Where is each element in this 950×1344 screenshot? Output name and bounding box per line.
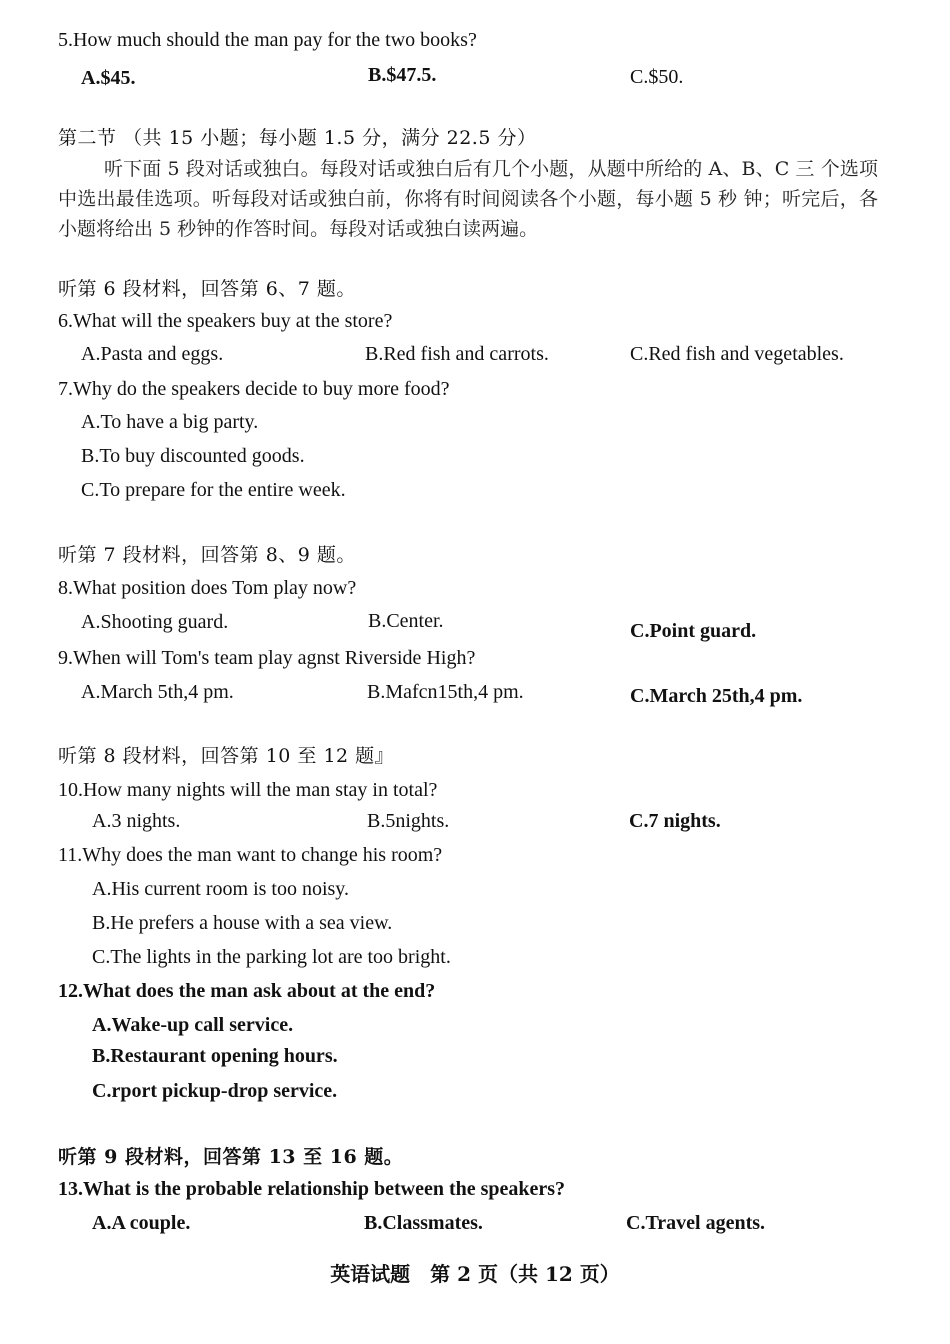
q7-option-a: A.To have a big party.	[81, 411, 259, 433]
section2-heading: 第二节 （共 15 小题；每小题 1.5 分，满分 22.5 分）	[58, 127, 537, 149]
q9-option-b: B.Mafcn15th,4 pm.	[367, 681, 524, 703]
q10-option-b: B.5nights.	[367, 810, 450, 832]
section2-instruction: 听下面 5 段对话或独白。每段对话或独白后有几个小题，从题中所给的 A、B、C 三 个选项中选出最佳选项。听每段对话或独白前，你将有时间阅读各个小题，每小题 5 秒 钟；听完后，各小题将给出 5 秒钟的作答时间。每段对话或独白读两遍。	[58, 158, 878, 240]
q10-option-c: C.7 nights.	[629, 810, 721, 832]
q7-stem: 7.Why do the speakers decide to buy more food?	[58, 378, 450, 400]
part8-heading: 听第 8 段材料，回答第 10 至 12 题』	[58, 745, 395, 767]
q8-option-a: A.Shooting guard.	[81, 611, 229, 633]
q13-stem: 13.What is the probable relationship between the speakers?	[58, 1178, 566, 1200]
q12-option-b: B.Restaurant opening hours.	[92, 1045, 338, 1067]
q6-option-c: C.Red fish and vegetables.	[630, 343, 844, 365]
q13-option-c: C.Travel agents.	[626, 1212, 766, 1234]
q6-option-a: A.Pasta and eggs.	[81, 343, 224, 365]
q5-option-a: A.$45.	[81, 67, 136, 89]
q11-option-c: C.The lights in the parking lot are too bright.	[92, 946, 451, 968]
q10-stem: 10.How many nights will the man stay in total?	[58, 779, 438, 801]
q12-option-c: C.rport pickup-drop service.	[92, 1080, 338, 1102]
q9-option-a: A.March 5th,4 pm.	[81, 681, 234, 703]
part9-heading: 听第 9 段材料，回答第 13 至 16 题。	[58, 1146, 404, 1168]
q11-option-a: A.His current room is too noisy.	[92, 878, 350, 900]
q13-option-a: A.A couple.	[92, 1212, 191, 1234]
q7-option-b: B.To buy discounted goods.	[81, 445, 305, 467]
q10-option-a: A.3 nights.	[92, 810, 181, 832]
part6-heading: 听第 6 段材料，回答第 6、7 题。	[58, 278, 356, 300]
q5-stem: 5.How much should the man pay for the two books?	[58, 29, 477, 51]
q6-option-b: B.Red fish and carrots.	[365, 343, 549, 365]
part7-heading: 听第 7 段材料，回答第 8、9 题。	[58, 544, 356, 566]
q8-option-c: C.Point guard.	[630, 620, 757, 642]
q9-stem: 9.When will Tom's team play agnst Riverside High?	[58, 647, 476, 669]
page-footer: 英语试题 第 2 页（共 12 页）	[330, 1262, 620, 1286]
q5-option-b: B.$47.5.	[368, 64, 437, 86]
q7-option-c: C.To prepare for the entire week.	[81, 479, 346, 501]
q8-option-b: B.Center.	[368, 610, 444, 632]
q6-stem: 6.What will the speakers buy at the store?	[58, 310, 393, 332]
q12-option-a: A.Wake-up call service.	[92, 1014, 294, 1036]
q13-option-b: B.Classmates.	[364, 1212, 483, 1234]
q9-option-c: C.March 25th,4 pm.	[630, 685, 803, 707]
q11-option-b: B.He prefers a house with a sea view.	[92, 912, 393, 934]
q8-stem: 8.What position does Tom play now?	[58, 577, 357, 599]
q11-stem: 11.Why does the man want to change his room?	[58, 844, 443, 866]
q12-stem: 12.What does the man ask about at the end?	[58, 980, 436, 1002]
q5-option-c: C.$50.	[630, 66, 684, 88]
